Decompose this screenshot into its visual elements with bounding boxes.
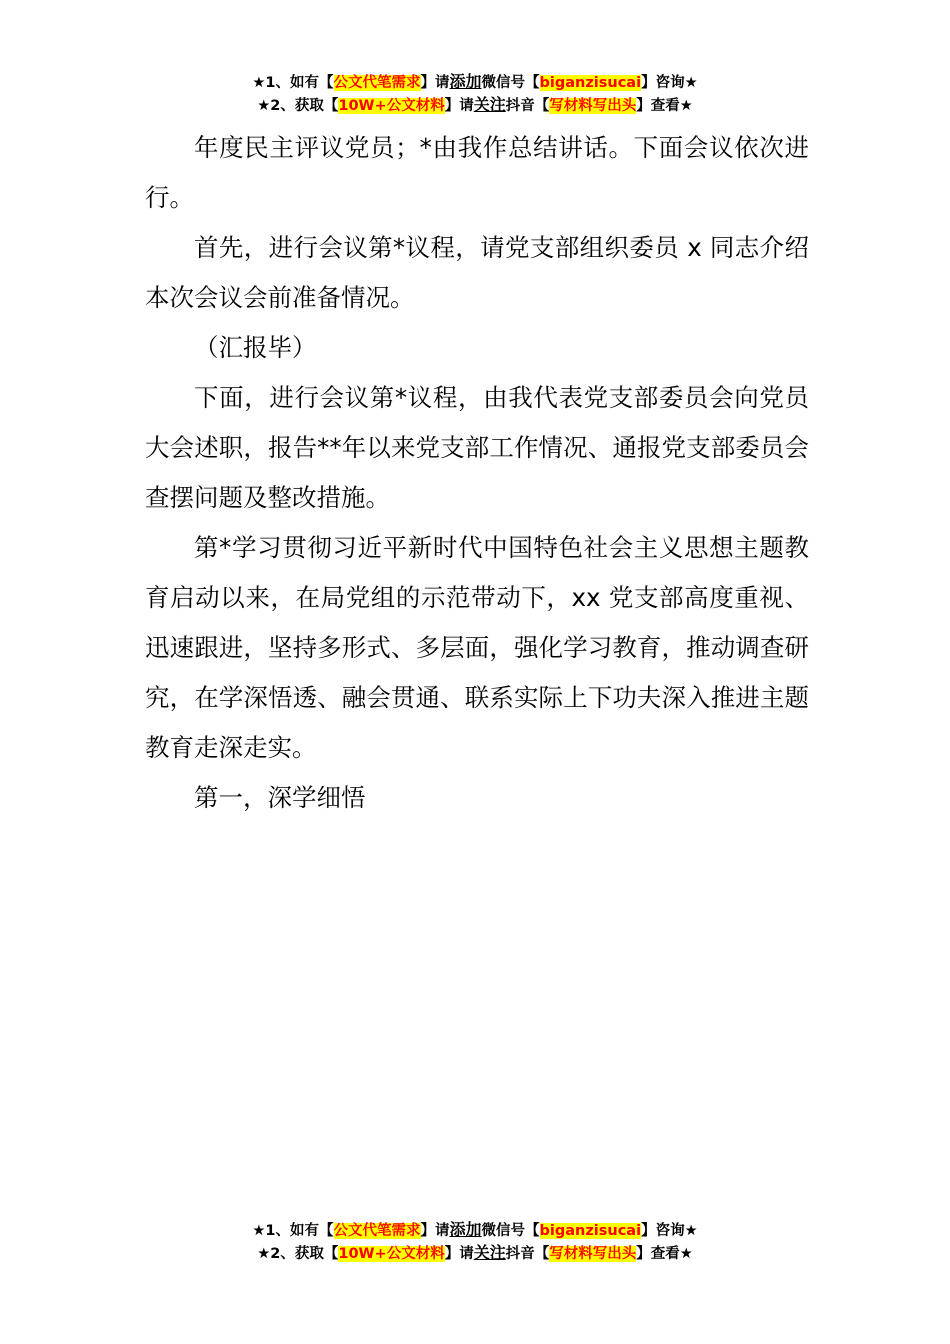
footer-ad-line-2 [0, 1241, 950, 1264]
ad-text: 】查看★ [636, 98, 693, 114]
section-heading: 第一，深学细悟 [194, 783, 366, 812]
ad-text: ★2、获取【 [257, 1246, 339, 1262]
ad-highlight: 公文代笔需求 [333, 75, 421, 91]
ad-text: 】查看★ [636, 1246, 693, 1262]
paragraph: （汇报毕） [194, 333, 317, 362]
ad-text: 微信号【 [481, 1223, 540, 1239]
ad-highlight-douyin: 写材料写出头 [549, 1246, 637, 1262]
ad-text: ★1、如有【 [252, 75, 334, 91]
paragraph: 下面，进行会议第*议程，由我代表党支部委员会向党员大会述职，报告**年以来党支部工作情况、通报党支部委员会查摆问题及整改措施。 [145, 383, 809, 512]
ad-text: 】请 [444, 1246, 474, 1262]
ad-text: 抖音【 [505, 98, 550, 114]
ad-underlined: 添加 [449, 1220, 482, 1239]
ad-highlight-wechat: biganzisucai [539, 75, 642, 91]
ad-highlight-wechat: biganzisucai [539, 1223, 642, 1239]
footer-ad [0, 1218, 950, 1264]
ad-underlined: 关注 [473, 95, 506, 114]
document-body [145, 123, 809, 823]
ad-highlight: 公文代笔需求 [333, 1223, 421, 1239]
ad-text: 】咨询★ [641, 1223, 698, 1239]
ad-underlined: 添加 [449, 72, 482, 91]
header-ad [0, 70, 950, 116]
header-ad-line-2 [0, 93, 950, 116]
ad-highlight: 10W+公文材料 [338, 98, 445, 114]
header-ad-line-1 [0, 70, 950, 93]
ad-text: ★1、如有【 [252, 1223, 334, 1239]
paragraph: 首先，进行会议第*议程，请党支部组织委员 x 同志介绍本次会议会前准备情况。 [145, 233, 809, 312]
ad-underlined: 关注 [473, 1243, 506, 1262]
ad-text: 】请 [420, 1223, 450, 1239]
ad-text: 】咨询★ [641, 75, 698, 91]
paragraph: 第*学习贯彻习近平新时代中国特色社会主义思想主题教育启动以来，在局党组的示范带动下，xx 党支部高度重视、迅速跟进，坚持多形式、多层面，强化学习教育，推动调查研究，在学深悟透、融会贯通、联系实际上下功夫深入推进主题教育走深走实。 [145, 533, 809, 762]
ad-highlight: 10W+公文材料 [338, 1246, 445, 1262]
ad-text: ★2、获取【 [257, 98, 339, 114]
ad-text: 微信号【 [481, 75, 540, 91]
footer-ad-line-1 [0, 1218, 950, 1241]
ad-text: 】请 [444, 98, 474, 114]
ad-text: 】请 [420, 75, 450, 91]
ad-text: 抖音【 [505, 1246, 550, 1262]
ad-highlight-douyin: 写材料写出头 [549, 98, 637, 114]
paragraph-continuation: 年度民主评议党员；*由我作总结讲话。下面会议依次进行。 [145, 133, 809, 212]
